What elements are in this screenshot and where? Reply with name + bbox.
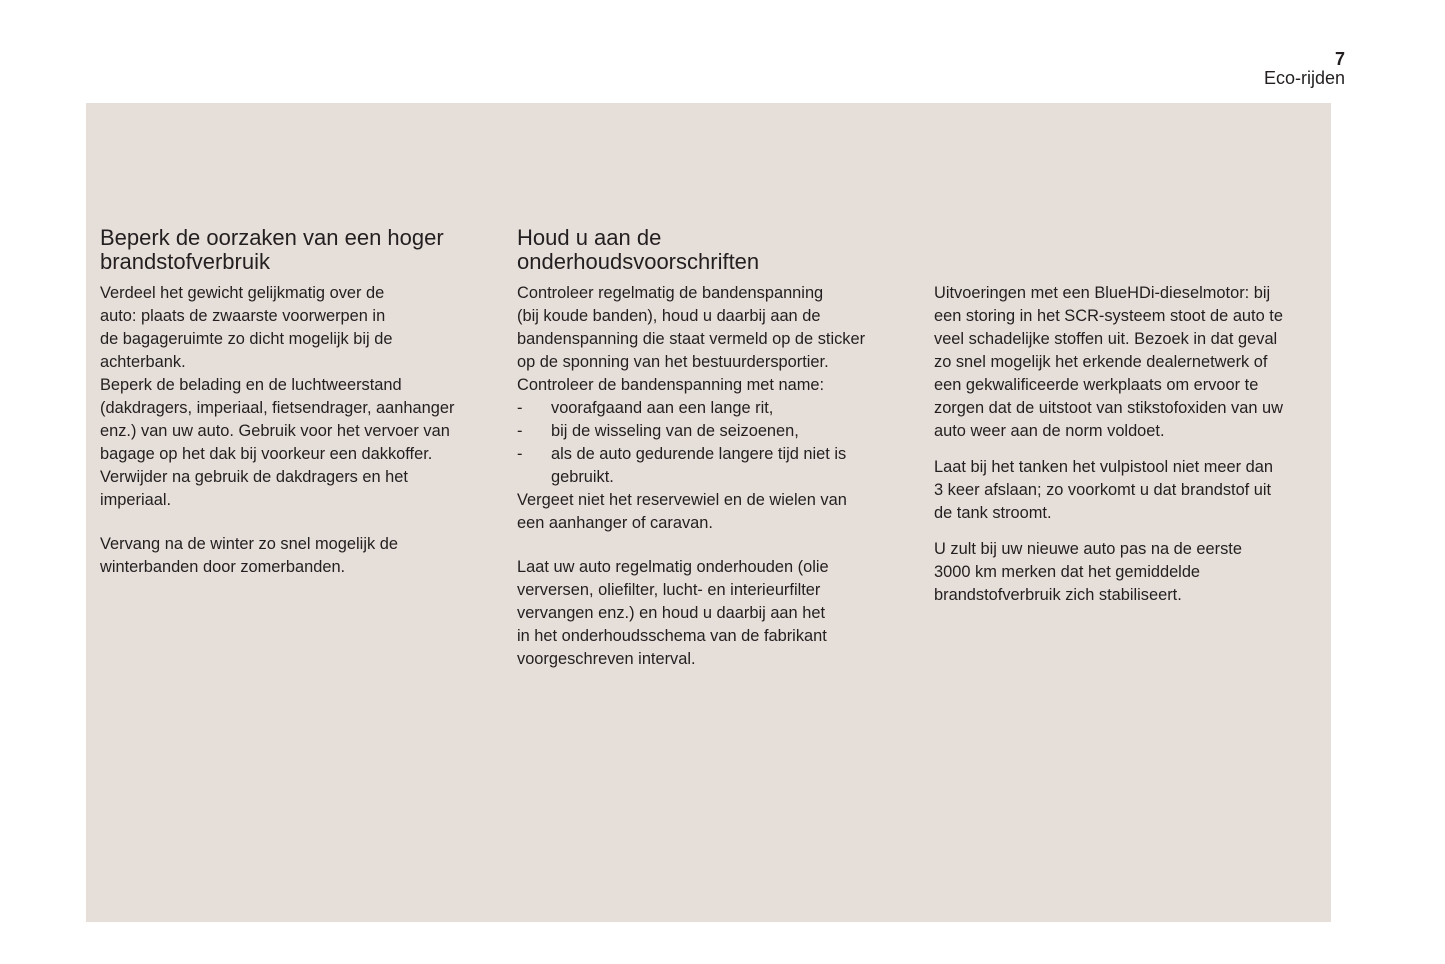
text-line: Controleer de bandenspanning met name: (517, 376, 825, 394)
heading-line: onderhoudsvoorschriften (517, 249, 760, 274)
text-line: brandstofverbruik zich stabiliseert. (934, 586, 1182, 604)
section-title: Eco-rijden (1263, 68, 1345, 88)
text-line: op de sponning van het bestuurdersportier. (517, 353, 829, 371)
section-heading (517, 226, 917, 274)
column-maintenance (517, 226, 917, 671)
heading-line: Houd u aan de (517, 225, 662, 250)
text-line: veel schadelijke stoffen uit. Bezoek in dat geval (934, 330, 1278, 348)
paragraph (934, 456, 1334, 525)
text-line: imperiaal. (100, 491, 172, 509)
text-line: Uitvoeringen met een BlueHDi-dieselmotor: bij (934, 284, 1271, 302)
text-line: bagage op het dak bij voorkeur een dakkoffer. (100, 445, 433, 463)
paragraph (517, 489, 917, 535)
text-line: zo snel mogelijk het erkende dealernetwerk of (934, 353, 1268, 371)
heading-line: brandstofverbruik (100, 249, 270, 274)
bullet-dash: - (517, 399, 523, 417)
paragraph (100, 533, 500, 579)
text-line: een gekwalificeerde werkplaats om ervoor te (934, 376, 1259, 394)
paragraph (934, 282, 1334, 443)
section-heading (100, 226, 500, 274)
paragraph (517, 556, 917, 671)
text-line: gebruikt. (551, 468, 614, 486)
text-line: voorgeschreven interval. (517, 650, 696, 668)
text-line: (dakdragers, imperiaal, fietsendrager, aanhanger (100, 399, 455, 417)
heading-line: Beperk de oorzaken van een hoger (100, 225, 444, 250)
text-line: Controleer regelmatig de bandenspanning (517, 284, 824, 302)
text-line: als de auto gedurende langere tijd niet is (551, 445, 847, 463)
bullet-dash: - (517, 422, 523, 440)
paragraph (934, 538, 1334, 607)
content-panel (86, 103, 1331, 922)
bullet-item (517, 420, 917, 443)
spacer (517, 535, 917, 556)
text-line: vervangen enz.) en houd u daarbij aan het (517, 604, 826, 622)
text-line: auto: plaats de zwaarste voorwerpen in (100, 307, 386, 325)
text-line: Vergeet niet het reservewiel en de wielen van (517, 491, 847, 509)
paragraph (517, 397, 917, 489)
text-line: Vervang na de winter zo snel mogelijk de (100, 535, 398, 553)
text-line: Beperk de belading en de luchtweerstand (100, 376, 402, 394)
paragraph (100, 282, 500, 512)
spacer (100, 512, 500, 533)
text-line: auto weer aan de norm voldoet. (934, 422, 1165, 440)
text-line: 3 keer afslaan; zo voorkomt u dat brandstof uit (934, 481, 1272, 499)
text-line: (bij koude banden), houd u daarbij aan de (517, 307, 821, 325)
text-line: verversen, oliefilter, lucht- en interieurfilter (517, 581, 821, 599)
text-line: een aanhanger of caravan. (517, 514, 713, 532)
spacer (934, 525, 1334, 538)
column-fuel-consumption (100, 226, 500, 579)
text-line: winterbanden door zomerbanden. (100, 558, 346, 576)
text-line: U zult bij uw nieuwe auto pas na de eerste (934, 540, 1242, 558)
text-line: bandenspanning die staat vermeld op de sticker (517, 330, 866, 348)
page-number: 7 (1334, 49, 1345, 69)
section-heading (934, 226, 1334, 274)
text-line: de tank stroomt. (934, 504, 1052, 522)
bullet-item (517, 397, 917, 420)
text-line: achterbank. (100, 353, 186, 371)
text-line: voorafgaand aan een lange rit, (551, 399, 774, 417)
text-line: in het onderhoudsschema van de fabrikant (517, 627, 827, 645)
text-line: Laat bij het tanken het vulpistool niet meer dan (934, 458, 1273, 476)
heading-line (934, 250, 1334, 274)
text-line: enz.) van uw auto. Gebruik voor het vervoer van (100, 422, 450, 440)
text-line: Verwijder na gebruik de dakdragers en het (100, 468, 408, 486)
text-line: Laat uw auto regelmatig onderhouden (olie (517, 558, 829, 576)
spacer (934, 443, 1334, 456)
text-line: zorgen dat de uitstoot van stikstofoxiden van uw (934, 399, 1283, 417)
text-line: de bagageruimte zo dicht mogelijk bij de (100, 330, 393, 348)
text-line: 3000 km merken dat het gemiddelde (934, 563, 1201, 581)
bullet-item (517, 443, 917, 489)
column-bluehdi (934, 226, 1334, 607)
text-line: een storing in het SCR-systeem stoot de auto te (934, 307, 1283, 325)
text-line: Verdeel het gewicht gelijkmatig over de (100, 284, 385, 302)
heading-line (934, 226, 1334, 250)
paragraph (517, 282, 917, 397)
text-line: bij de wisseling van de seizoenen, (551, 422, 799, 440)
bullet-dash: - (517, 445, 523, 463)
